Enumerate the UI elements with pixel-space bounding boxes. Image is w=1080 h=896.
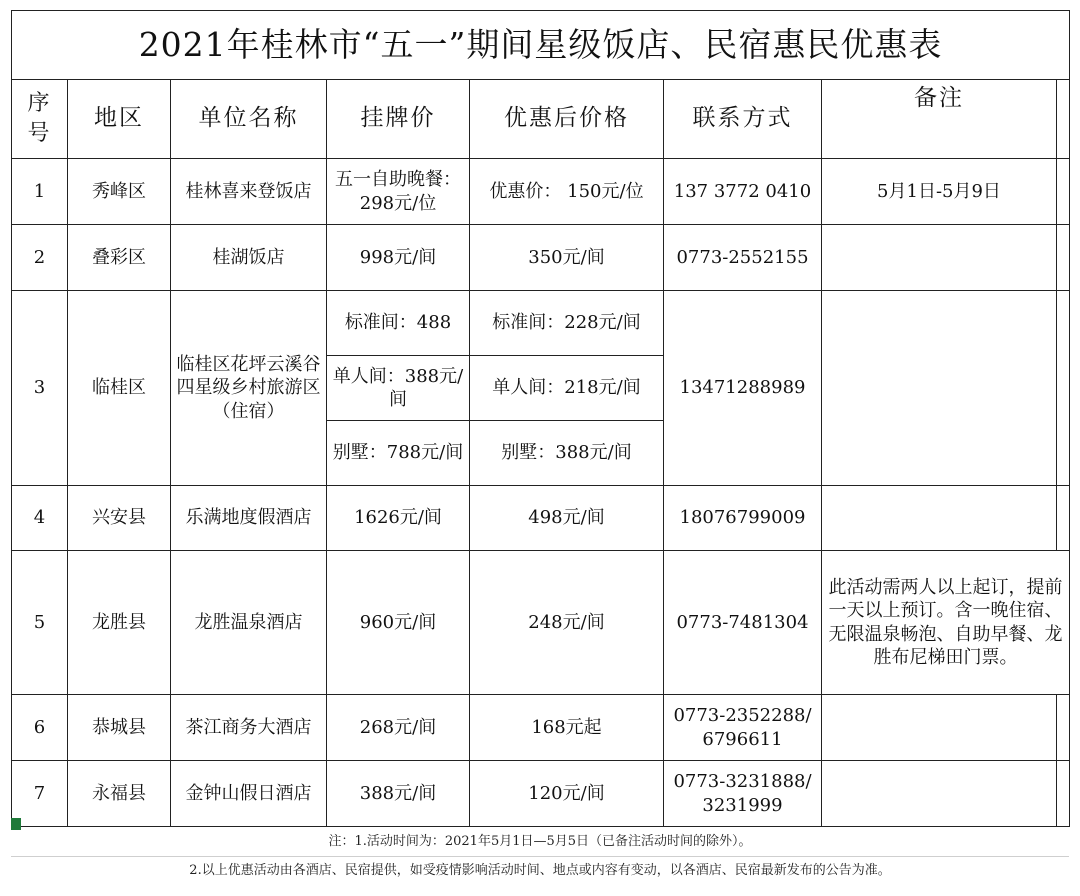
cell-unit: 金钟山假日酒店 xyxy=(171,761,327,827)
cell-region: 临桂区 xyxy=(68,291,171,486)
cell-region: 永福县 xyxy=(68,761,171,827)
header-unit: 单位名称 xyxy=(171,80,327,159)
cell-unit: 临桂区花坪云溪谷四星级乡村旅游区（住宿） xyxy=(171,291,327,486)
table-notes xyxy=(11,828,1069,885)
cell-list-price: 标准间：488 xyxy=(327,291,470,356)
cell-list-price: 1626元/间 xyxy=(327,486,470,551)
cell-region: 恭城县 xyxy=(68,695,171,761)
cell-region: 兴安县 xyxy=(68,486,171,551)
cell-list-price: 268元/间 xyxy=(327,695,470,761)
cell-no: 1 xyxy=(12,159,68,225)
cell-region: 秀峰区 xyxy=(68,159,171,225)
table-row xyxy=(12,695,1070,761)
cell-unit: 桂湖饭店 xyxy=(171,225,327,291)
table-row xyxy=(12,159,1070,225)
table-row xyxy=(12,551,1070,695)
cell-no: 7 xyxy=(12,761,68,827)
note-2: 2.以上优惠活动由各酒店、民宿提供，如受疫情影响活动时间、地点或内容有变动，以各酒店、民宿最新发布的公告为准。 xyxy=(189,863,891,878)
cell-region: 叠彩区 xyxy=(68,225,171,291)
cell-side xyxy=(1057,761,1070,827)
cell-discount-price: 别墅：388元/间 xyxy=(470,421,664,486)
cell-contact: 0773-2552155 xyxy=(664,225,822,291)
header-contact: 联系方式 xyxy=(664,80,822,159)
cell-list-price: 五一自助晚餐：298元/位 xyxy=(327,159,470,225)
cell-list-price: 960元/间 xyxy=(327,551,470,695)
cell-list-price: 388元/间 xyxy=(327,761,470,827)
cell-remark xyxy=(822,225,1057,291)
header-region: 地区 xyxy=(68,80,171,159)
table-title: 2021年桂林市“五一”期间星级饭店、民宿惠民优惠表 xyxy=(12,11,1070,80)
cell-list-price: 别墅：788元/间 xyxy=(327,421,470,486)
cell-no: 4 xyxy=(12,486,68,551)
cell-discount-price: 120元/间 xyxy=(470,761,664,827)
header-remark: 备注 xyxy=(822,80,1057,159)
cell-side xyxy=(1057,159,1070,225)
cell-list-price: 998元/间 xyxy=(327,225,470,291)
discount-table xyxy=(11,10,1070,827)
header-list-price: 挂牌价 xyxy=(327,80,470,159)
table-row xyxy=(12,225,1070,291)
cell-remark: 此活动需两人以上起订，提前一天以上预订。含一晚住宿、无限温泉畅泡、自助早餐、龙胜布尼梯田门票。 xyxy=(822,551,1070,695)
header-side xyxy=(1057,80,1070,159)
cell-discount-price: 优惠价： 150元/位 xyxy=(470,159,664,225)
header-no: 序号 xyxy=(12,80,68,159)
cell-side xyxy=(1057,291,1070,486)
cell-no: 6 xyxy=(12,695,68,761)
cell-unit: 乐满地度假酒店 xyxy=(171,486,327,551)
cell-discount-price: 168元起 xyxy=(470,695,664,761)
cell-contact: 18076799009 xyxy=(664,486,822,551)
cell-remark xyxy=(822,761,1057,827)
cell-discount-price: 498元/间 xyxy=(470,486,664,551)
table-row xyxy=(12,761,1070,827)
cell-list-price: 单人间：388元/间 xyxy=(327,356,470,421)
cell-unit: 龙胜温泉酒店 xyxy=(171,551,327,695)
discount-table-sheet xyxy=(11,10,1069,827)
cell-no: 2 xyxy=(12,225,68,291)
header-discount-price: 优惠后价格 xyxy=(470,80,664,159)
table-row xyxy=(12,291,1070,356)
cell-unit: 茶江商务大酒店 xyxy=(171,695,327,761)
cell-discount-price: 单人间：218元/间 xyxy=(470,356,664,421)
cell-region: 龙胜县 xyxy=(68,551,171,695)
cell-discount-price: 248元/间 xyxy=(470,551,664,695)
cell-remark xyxy=(822,486,1057,551)
cell-discount-price: 标准间：228元/间 xyxy=(470,291,664,356)
cell-remark xyxy=(822,291,1057,486)
cell-side xyxy=(1057,486,1070,551)
cell-remark: 5月1日-5月9日 xyxy=(822,159,1057,225)
cell-contact: 137 3772 0410 xyxy=(664,159,822,225)
note-1: 注：1.活动时间为：2021年5月1日—5月5日（已备注活动时间的除外）。 xyxy=(11,828,1069,857)
cell-side xyxy=(1057,695,1070,761)
cell-contact: 13471288989 xyxy=(664,291,822,486)
cell-remark xyxy=(822,695,1057,761)
header-row xyxy=(12,80,1070,159)
cell-contact: 0773-2352288/6796611 xyxy=(664,695,822,761)
cell-no: 5 xyxy=(12,551,68,695)
cell-side xyxy=(1057,225,1070,291)
table-row xyxy=(12,486,1070,551)
cell-unit: 桂林喜来登饭店 xyxy=(171,159,327,225)
cell-contact: 0773-3231888/3231999 xyxy=(664,761,822,827)
cell-no: 3 xyxy=(12,291,68,486)
cell-discount-price: 350元/间 xyxy=(470,225,664,291)
cell-contact: 0773-7481304 xyxy=(664,551,822,695)
